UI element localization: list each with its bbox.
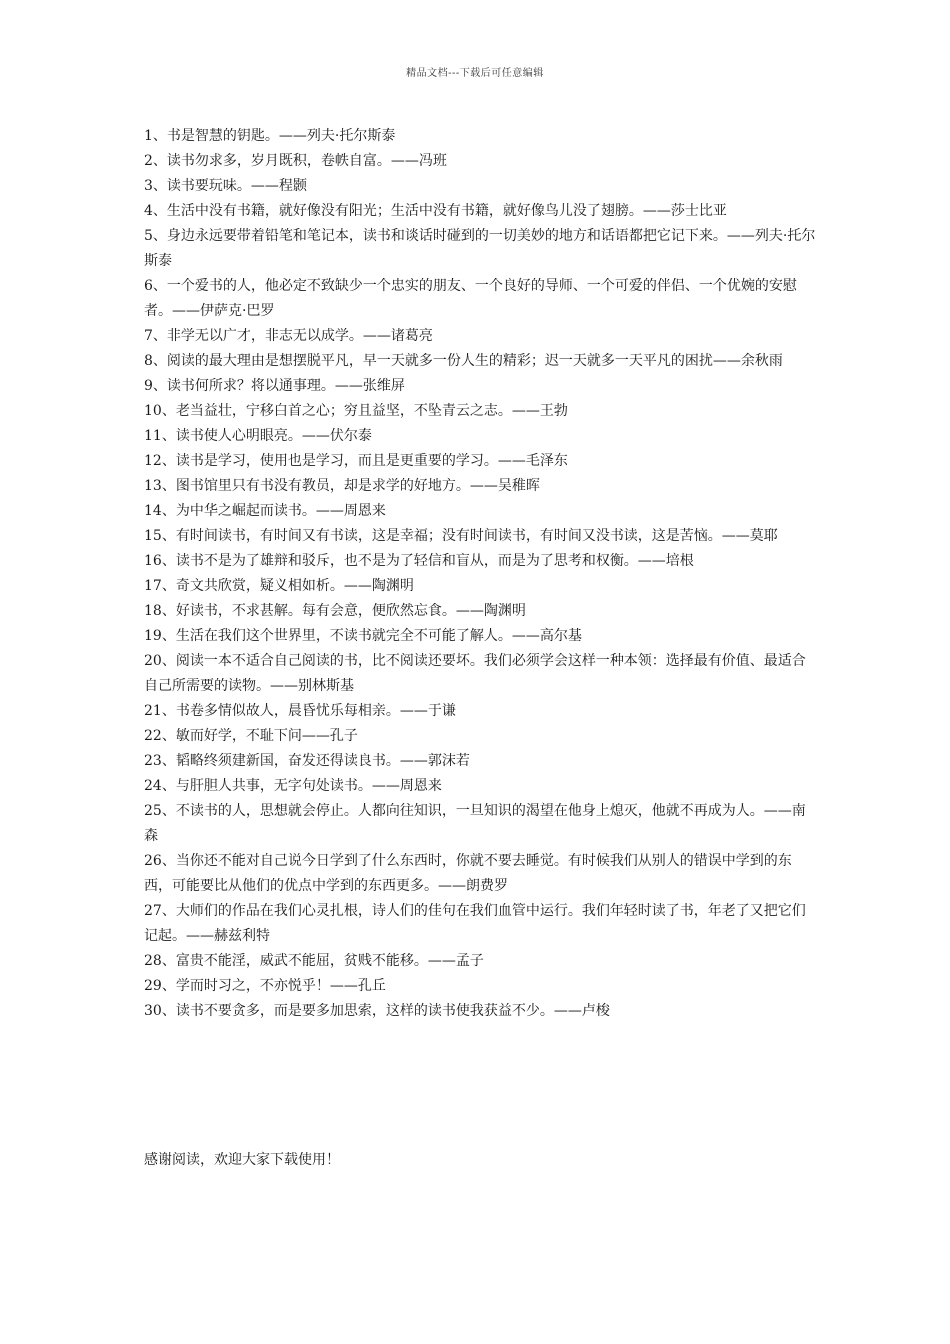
quote-item: 11、读书使人心明眼亮。——伏尔泰 (144, 428, 372, 444)
quote-item: 7、非学无以广才，非志无以成学。——诸葛亮 (144, 328, 433, 344)
quote-item: 17、奇文共欣赏，疑义相如析。——陶渊明 (144, 578, 414, 594)
quote-item: 18、好读书，不求甚解。每有会意，便欣然忘食。——陶渊明 (144, 603, 526, 619)
quote-item: 22、敏而好学，不耻下问——孔子 (144, 728, 358, 744)
quote-item: 4、生活中没有书籍，就好像没有阳光；生活中没有书籍，就好像鸟儿没了翅膀。——莎士比亚 (144, 203, 727, 219)
quote-item: 10、老当益壮，宁移白首之心；穷且益坚，不坠青云之志。——王勃 (144, 403, 568, 419)
quote-item: 14、为中华之崛起而读书。——周恩来 (144, 503, 386, 519)
quote-item: 27、大师们的作品在我们心灵扎根，诗人们的佳句在我们血管中运行。我们年轻时读了书，年老了又把它们记起。——赫兹利特 (144, 903, 806, 944)
quote-item: 15、有时间读书，有时间又有书读，这是幸福；没有时间读书，有时间又没书读，这是苦恼。——莫耶 (144, 528, 778, 544)
quote-item: 30、读书不要贪多，而是要多加思索，这样的读书使我获益不少。——卢梭 (144, 1003, 610, 1019)
quote-item: 23、韬略终须建新国，奋发还得读良书。——郭沫若 (144, 753, 470, 769)
quote-item: 21、书卷多情似故人，晨昏忧乐每相亲。——于谦 (144, 703, 456, 719)
quote-item: 20、阅读一本不适合自己阅读的书，比不阅读还要坏。我们必须学会这样一种本领：选择最有价值、最适合自己所需要的读物。——别林斯基 (144, 653, 806, 694)
quote-item: 29、学而时习之，不亦悦乎！——孔丘 (144, 978, 386, 994)
quote-item: 1、书是智慧的钥匙。——列夫·托尔斯泰 (144, 128, 396, 144)
quote-item: 13、图书馆里只有书没有教员，却是求学的好地方。——吴稚晖 (144, 478, 540, 494)
quote-item: 16、读书不是为了雄辩和驳斥，也不是为了轻信和盲从，而是为了思考和权衡。——培根 (144, 553, 694, 569)
quote-item: 28、富贵不能淫，威武不能屈，贫贱不能移。——孟子 (144, 953, 484, 969)
quote-item: 9、读书何所求？将以通事理。——张维屏 (144, 378, 405, 394)
quote-item: 19、生活在我们这个世界里，不读书就完全不可能了解人。——高尔基 (144, 628, 582, 644)
quote-list (144, 124, 816, 1024)
quote-item: 6、一个爱书的人，他必定不致缺少一个忠实的朋友、一个良好的导师、一个可爱的伴侣、一个优婉的安慰者。——伊萨克·巴罗 (144, 278, 797, 319)
quote-item: 24、与肝胆人共事，无字句处读书。——周恩来 (144, 778, 442, 794)
quote-item: 25、不读书的人，思想就会停止。人都向往知识，一旦知识的渴望在他身上熄灭，他就不再成为人。——南森 (144, 803, 806, 844)
quote-item: 26、当你还不能对自己说今日学到了什么东西时，你就不要去睡觉。有时候我们从别人的错误中学到的东西，可能要比从他们的优点中学到的东西更多。——朗费罗 (144, 853, 792, 894)
quote-item: 2、读书勿求多，岁月既积，卷帙自富。——冯班 (144, 153, 447, 169)
quote-item: 5、身边永远要带着铅笔和笔记本，读书和谈话时碰到的一切美妙的地方和话语都把它记下来。——列夫·托尔斯泰 (144, 228, 816, 269)
page-header: 精品文档---下载后可任意编辑 (406, 68, 544, 79)
closing-note: 感谢阅读，欢迎大家下载使用！ (144, 1152, 340, 1168)
quote-item: 8、阅读的最大理由是想摆脱平凡，早一天就多一份人生的精彩；迟一天就多一天平凡的困扰——余秋雨 (144, 353, 783, 369)
quote-item: 12、读书是学习，使用也是学习，而且是更重要的学习。——毛泽东 (144, 453, 568, 469)
quote-item: 3、读书要玩味。——程颢 (144, 178, 307, 194)
